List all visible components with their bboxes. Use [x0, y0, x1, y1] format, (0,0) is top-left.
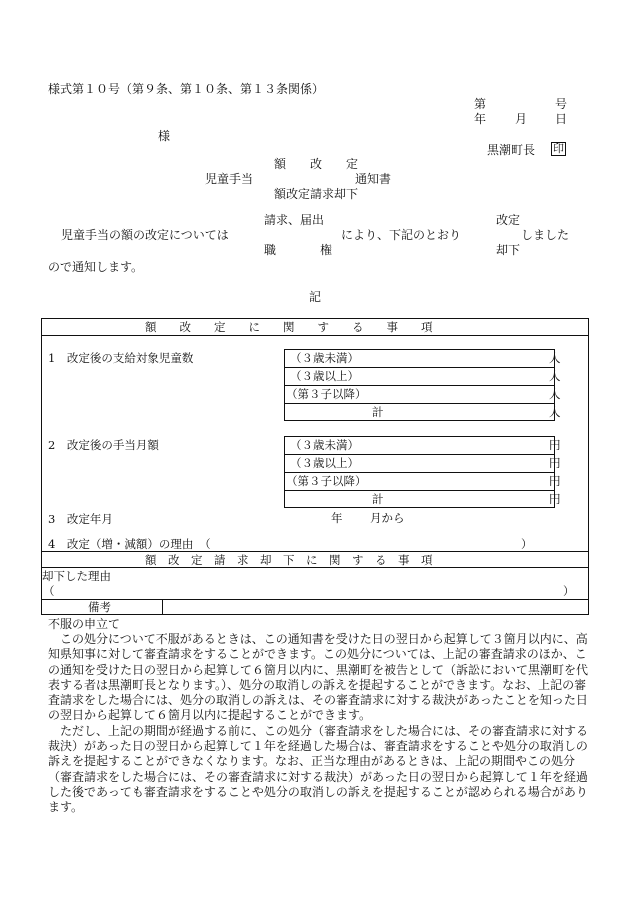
addressee-suffix: 様	[158, 129, 171, 143]
item2-label: 2 改定後の手当月額	[48, 438, 159, 452]
rejection-reason-open: （	[43, 584, 55, 598]
amount-row-unit: 円	[549, 456, 561, 470]
body-bottom-mid1: 職	[264, 243, 277, 257]
appeal-heading: 不服の申立て	[48, 617, 121, 631]
rejection-reason-close: ）	[563, 584, 575, 598]
date-day: 日	[555, 112, 568, 126]
body-top-right: 改定	[496, 213, 521, 227]
count-row-label: （３歳未満）	[290, 351, 359, 365]
amount-row-unit: 円	[549, 438, 561, 452]
amount-total-unit: 円	[549, 492, 561, 506]
count-row-unit: 人	[549, 369, 561, 383]
body-bottom-mid2: 権	[320, 243, 333, 257]
divider	[284, 367, 555, 368]
count-total-unit: 人	[549, 405, 561, 419]
rejection-reason-label: 却下した理由	[42, 569, 111, 583]
amount-row-label: （３歳未満）	[290, 438, 359, 452]
divider	[284, 385, 555, 386]
date-month: 月	[515, 112, 528, 126]
body-closing: ので通知します。	[48, 260, 144, 274]
title-left: 児童手当	[205, 172, 254, 186]
count-row-label: （３歳以上）	[290, 369, 359, 383]
count-row-unit: 人	[549, 351, 561, 365]
body-main-right: しました	[521, 228, 570, 242]
divider	[284, 403, 555, 404]
ki-label: 記	[309, 290, 322, 304]
title-right: 通知書	[355, 172, 392, 186]
section2-header: 額 改 定 請 求 却 下 に 関 す る 事 項	[145, 553, 433, 567]
count-row-unit: 人	[549, 387, 561, 401]
appeal-paragraph-1: この処分について不服があるときは、この通知書を受けた日の翌日から起算して３箇月以内に、高知県知事に対して審査請求をすることができます。この処分については、上記の審査請求のほか、この通知を受けた日の翌日から起算して６箇月以内に、黒潮町を被告として（訴訟において黒潮町を代表する者は黒潮町長となります。）、処分の取消しの訴えを提起することができます。なお、上記の審査請求をした場合には、処分の取消しの訴えは、その審査請求に対する裁決があったことを知った日の翌日から起算して６箇月以内に提起することができます。	[48, 632, 589, 723]
form-header: 様式第１０号（第９条、第１０条、第１３条関係）	[48, 82, 325, 96]
count-row-label: （第３子以降）	[286, 387, 367, 401]
divider	[41, 335, 589, 336]
amount-total-label: 計	[372, 492, 384, 506]
amount-row-label: （３歳以上）	[290, 456, 359, 470]
issuer: 黒潮町長	[487, 143, 536, 157]
body-main-left: 児童手当の額の改定については	[61, 228, 229, 242]
seal-mark: 印	[553, 142, 564, 155]
item3-from: 月から	[370, 511, 405, 525]
item4-label: 4 改定（増・減額）の理由 （	[48, 537, 211, 551]
item4-close: ）	[521, 537, 533, 551]
title-bottom: 額改定請求却下	[274, 187, 359, 201]
divider	[284, 472, 555, 473]
body-top-mid: 請求、届出	[264, 213, 325, 227]
divider	[41, 567, 589, 568]
appeal-paragraph-2: ただし、上記の期間が経過する前に、この処分（審査請求をした場合には、その審査請求に対する裁決）があった日の翌日から起算して１年を経過した場合は、審査請求をすることや処分の取消しの訴えを提起することができなくなります。なお、正当な理由があるときは、上記の期間やこの処分（審査請求をした場合には、その審査請求に対する裁決）があった日の翌日から起算して１年を経過した後であっても審査請求をすることや処分の取消しの訴えを提起することが認められる場合があります。	[48, 723, 589, 815]
body-main-mid: により、下記のとおり	[341, 228, 462, 242]
remarks-label: 備考	[88, 600, 111, 614]
divider	[284, 490, 555, 491]
divider	[41, 551, 589, 552]
amount-row-label: （第３子以降）	[286, 474, 367, 488]
number-suffix: 号	[555, 97, 568, 111]
section1-header: 額 改 定 に 関 す る 事 項	[145, 320, 433, 334]
body-bottom-right: 却下	[496, 243, 521, 257]
divider	[162, 599, 163, 615]
count-total-label: 計	[372, 405, 384, 419]
title-top: 額 改 定	[274, 157, 359, 171]
item3-year: 年	[331, 511, 343, 525]
date-year: 年	[474, 112, 487, 126]
amount-row-unit: 円	[549, 474, 561, 488]
item3-label: 3 改定年月	[48, 512, 113, 526]
divider	[41, 599, 589, 600]
appeal-text	[48, 632, 588, 816]
number-prefix: 第	[474, 97, 487, 111]
item1-label: 1 改定後の支給対象児童数	[48, 351, 194, 365]
divider	[284, 454, 555, 455]
